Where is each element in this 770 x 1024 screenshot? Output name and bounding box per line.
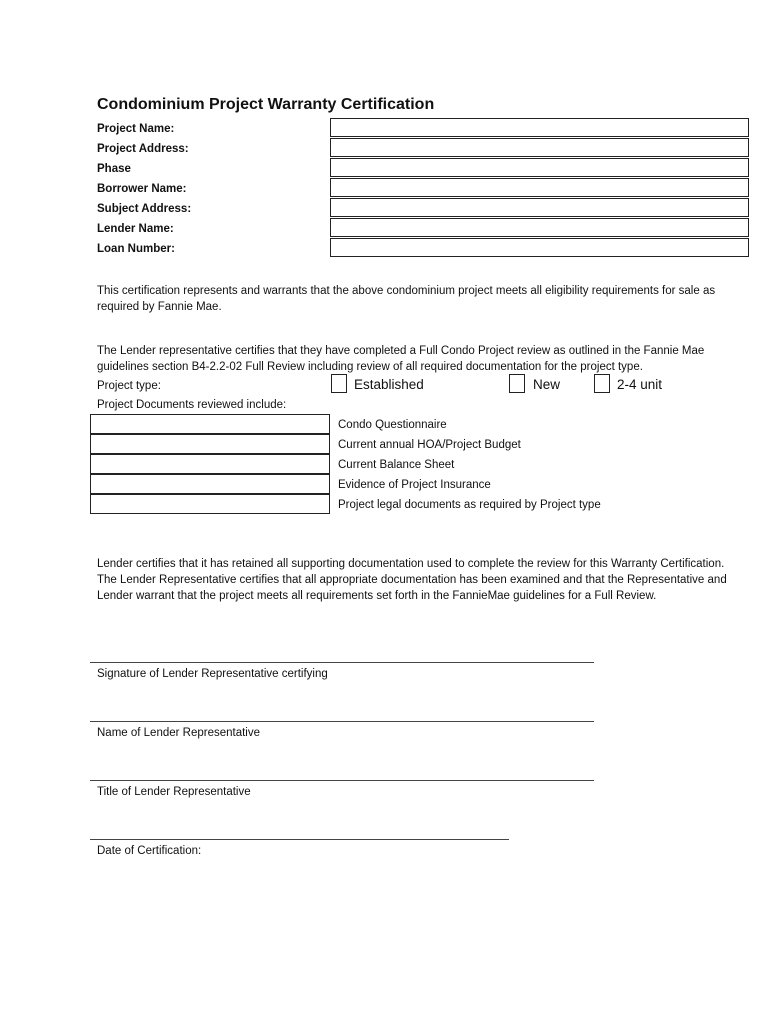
condo-questionnaire-field[interactable] <box>90 414 330 434</box>
borrower-name-label: Borrower Name: <box>97 183 187 195</box>
lender-review-paragraph: The Lender representative certifies that they have completed a Full Condo Project review as outlined in the Fannie Mae guidelines section B4-2.2-02 Full Review including review of all required documentation for the project type. <box>97 345 705 373</box>
phase-label: Phase <box>97 163 131 175</box>
new-label: New <box>533 377 561 392</box>
condo-questionnaire-label: Condo Questionnaire <box>338 419 447 431</box>
lender-name-field[interactable] <box>330 218 749 237</box>
subject-address-field[interactable] <box>330 198 749 217</box>
phase-field[interactable] <box>330 158 749 177</box>
two-to-four-unit-checkbox[interactable] <box>594 374 610 393</box>
project-address-label: Project Address: <box>97 143 189 155</box>
new-checkbox[interactable] <box>509 374 525 393</box>
established-label: Established <box>354 377 424 392</box>
loan-number-label: Loan Number: <box>97 243 175 255</box>
borrower-name-field[interactable] <box>330 178 749 197</box>
legal-documents-label: Project legal documents as required by Project type <box>338 499 601 511</box>
loan-number-field[interactable] <box>330 238 749 257</box>
hoa-budget-field[interactable] <box>90 434 330 454</box>
representative-name-line[interactable] <box>90 721 594 722</box>
form-title: Condominium Project Warranty Certification <box>97 96 435 113</box>
project-name-label: Project Name: <box>97 123 175 135</box>
lender-name-label: Lender Name: <box>97 223 174 235</box>
project-address-field[interactable] <box>330 138 749 157</box>
representative-title-label: Title of Lender Representative <box>97 786 251 798</box>
signature-line[interactable] <box>90 662 594 663</box>
subject-address-label: Subject Address: <box>97 203 192 215</box>
representative-name-label: Name of Lender Representative <box>97 727 261 739</box>
hoa-budget-label: Current annual HOA/Project Budget <box>338 439 521 451</box>
legal-documents-field[interactable] <box>90 494 330 514</box>
two-to-four-unit-label: 2-4 unit <box>617 377 663 392</box>
project-name-field[interactable] <box>330 118 749 137</box>
signature-label: Signature of Lender Representative certifying <box>97 668 328 680</box>
documents-heading: Project Documents reviewed include: <box>97 399 287 411</box>
balance-sheet-field[interactable] <box>90 454 330 474</box>
representative-title-line[interactable] <box>90 780 594 781</box>
certification-date-line[interactable] <box>90 839 509 840</box>
certification-date-label: Date of Certification: <box>97 845 202 857</box>
project-insurance-label: Evidence of Project Insurance <box>338 479 491 491</box>
project-insurance-field[interactable] <box>90 474 330 494</box>
retention-paragraph: Lender certifies that it has retained all supporting documentation used to complete the review for this Warranty Certification. The Lender Representative certifies that all appropriate documentation has been examined and that the Representative and Lender warrant that the project meets all requirements set forth in the FannieMae guidelines for a Full Review. <box>97 558 727 602</box>
balance-sheet-label: Current Balance Sheet <box>338 459 455 471</box>
established-checkbox[interactable] <box>331 374 347 393</box>
certification-paragraph: This certification represents and warrants that the above condominium project meets all eligibility requirements for sale as required by Fannie Mae. <box>97 285 716 313</box>
project-type-label: Project type: <box>97 380 161 392</box>
